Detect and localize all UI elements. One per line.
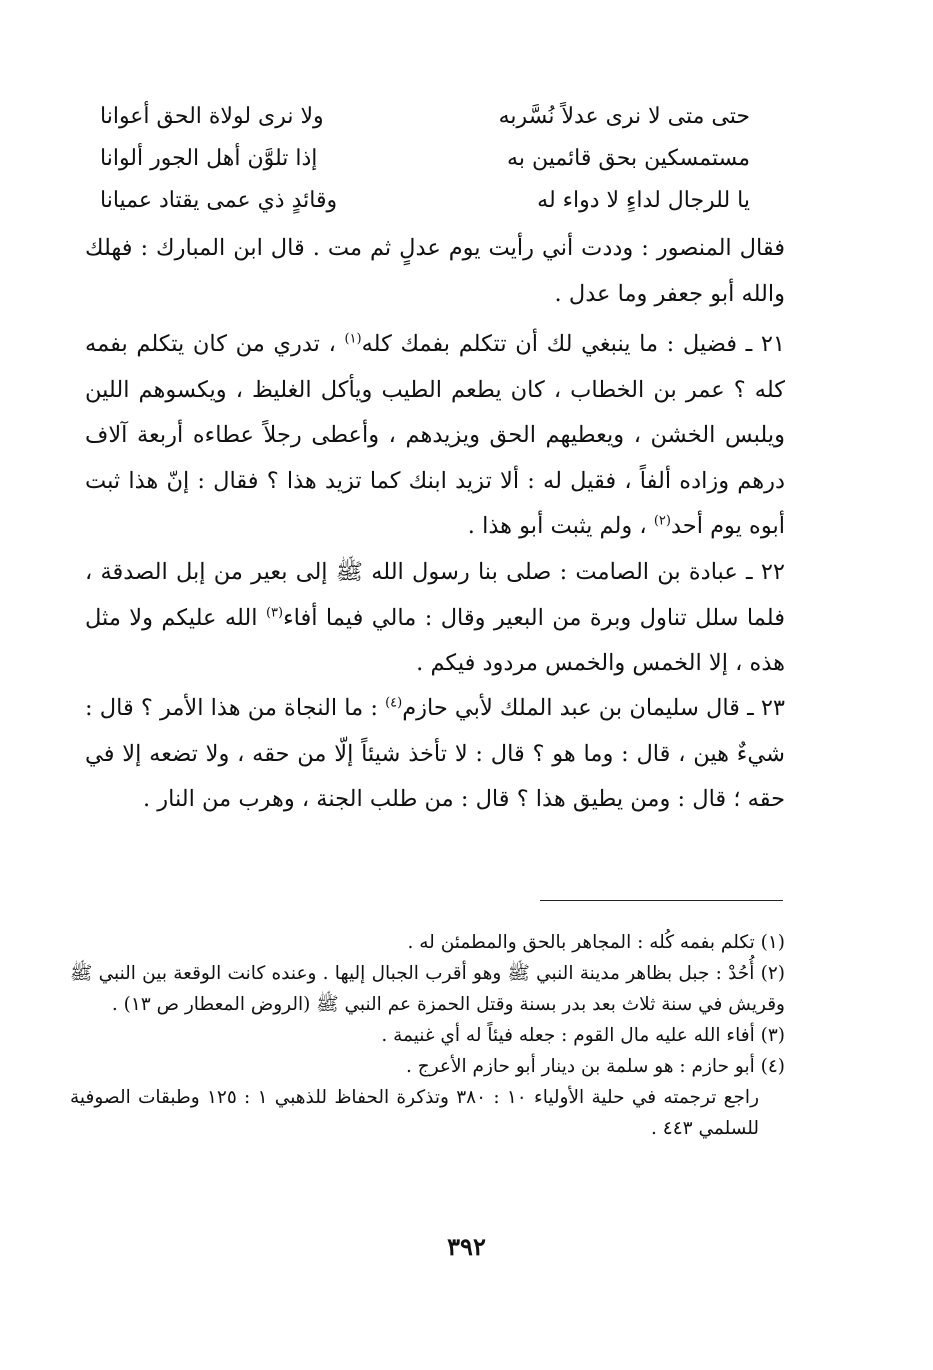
footnote-1: (١) تكلم بفمه كُله : المجاهر بالحق والمطمئن له . bbox=[407, 932, 785, 953]
poem-verse bbox=[100, 138, 750, 180]
paragraph-text: فقال المنصور : وددت أني رأيت يوم عدلٍ ثم مت . قال ابن المبارك : فهلك والله أبو جعفر وما عدل . bbox=[85, 235, 785, 307]
item-23 bbox=[85, 686, 785, 823]
poem bbox=[100, 96, 750, 222]
verse-second-hemistich: وقائدٍ ذي عمى يقتاد عميانا bbox=[100, 188, 338, 213]
paragraph-text bbox=[85, 686, 785, 823]
footnote-3: (٣) أفاء الله عليه مال القوم : جعله فيئاً له أي غنيمة . bbox=[381, 1025, 785, 1046]
item-21-text-1: ٢١ ـ فضيل : ما ينبغي لك أن تتكلم بفمك كله bbox=[361, 331, 786, 357]
item-21 bbox=[85, 322, 785, 550]
verse-second-hemistich: ولا نرى لولاة الحق أعوانا bbox=[100, 104, 324, 129]
footnote-ref-4[interactable]: (٤) bbox=[385, 695, 403, 711]
footnote-2: (٢) أُحُدْ : جبل بظاهر مدينة النبي ﷺ وهو أقرب الجبال إليها . وعنده كانت الوقعة بين النبي ﷺ وقريش في سنة ثلاث بعد بدر بسنة وقتل الحمزة عم النبي ﷺ (الروض المعطار ص ١٣) . bbox=[70, 963, 785, 1015]
item-21-text-3: ، ولم يثبت أبو هذا . bbox=[467, 513, 654, 539]
verse-first-hemistich: مستمسكين بحق قائمين به bbox=[507, 146, 750, 171]
footnote-ref-2[interactable]: (٢) bbox=[653, 513, 671, 529]
verse-first-hemistich: يا للرجال لداءٍ لا دواء له bbox=[537, 188, 750, 213]
footnotes bbox=[70, 927, 785, 1144]
footnote-ref-1[interactable]: (١) bbox=[344, 331, 362, 347]
paragraph-text bbox=[85, 550, 785, 687]
poem-verse bbox=[100, 96, 750, 138]
verse-first-hemistich: حتى متى لا نرى عدلاً نُسَّربه bbox=[498, 104, 750, 129]
footnote-ref-3[interactable]: (٣) bbox=[265, 605, 284, 620]
item-22-text-2: الله عليكم ولا مثل هذه ، إلا الخمس والخمس مردود فيكم . bbox=[85, 604, 785, 676]
item-23-text-2: : ما النجاة من هذا الأمر ؟ قال : شيءٌ هين ، قال : وما هو ؟ قال : لا تأخذ شيئاً إلّا من حقه ، ولا تضعه إلا في حقه ؛ قال : ومن يطيق هذا ؟ قال : من طلب الجنة ، وهرب من النار . bbox=[85, 695, 785, 812]
item-22 bbox=[85, 550, 785, 687]
item-23-text-1: ٢٣ ـ قال سليمان بن عبد الملك لأبي حازم bbox=[402, 695, 785, 721]
verse-second-hemistich: إذا تلوَّن أهل الجور ألوانا bbox=[100, 146, 318, 171]
page-number: ٣٩٢ bbox=[447, 1232, 486, 1261]
footnote-4: (٤) أبو حازم : هو سلمة بن دينار أبو حازم الأعرج . bbox=[406, 1056, 785, 1077]
item-22-text-1: ٢٢ ـ عبادة بن الصامت : صلى بنا رسول الله ﷺ إلى بعير من إبل الصدقة ، فلما سلل تناول وبرة من البعير وقال : مالي فيما أفاء bbox=[85, 559, 785, 631]
mansur-paragraph bbox=[85, 226, 785, 317]
poem-verse bbox=[100, 180, 750, 222]
footnote-divider bbox=[540, 900, 783, 901]
paragraph-text bbox=[85, 322, 785, 550]
footnote-4-continued: راجع ترجمته في حلية الأولياء ١٠ : ٣٨٠ وتذكرة الحفاظ للذهبي ١ : ١٢٥ وطبقات الصوفية للسلمي ٤٤٣ . bbox=[70, 1087, 759, 1139]
item-21-text-2: ، تدري من كان يتكلم بفمه كله ؟ عمر بن الخطاب ، كان يطعم الطيب ويأكل الغليظ ، ويكسوهم اللين ويلبس الخشن ، ويعطيهم الحق ويزيدهم ، وأعطى رجلاً عطاءه أربعة آلاف درهم وزاده ألفاً ، فقيل له : ألا تزيد ابنك كما تزيد هذا ؟ فقال : إنّ هذا ثبت أبوه يوم أحد bbox=[85, 331, 785, 539]
